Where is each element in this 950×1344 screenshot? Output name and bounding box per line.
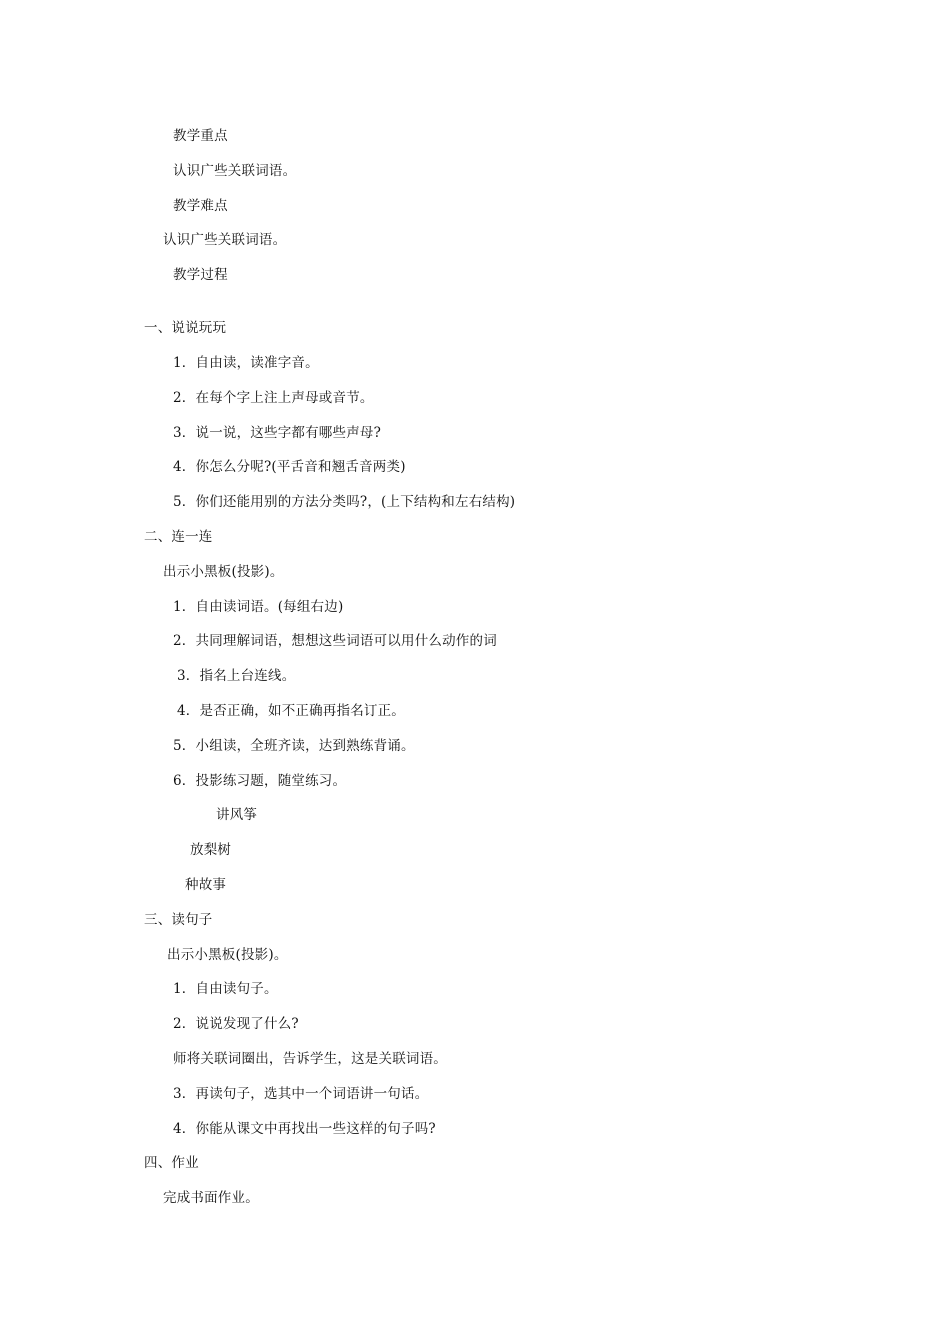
section2-word: 放梨树 <box>190 842 232 858</box>
difficulty-heading: 教学难点 <box>173 198 228 214</box>
section2-item: 6．投影练习题，随堂练习。 <box>173 773 347 789</box>
section2-word: 种故事 <box>185 877 227 893</box>
section2-item: 5．小组读，全班齐读，达到熟练背诵。 <box>173 738 415 754</box>
section1-item: 3．说一说，这些字都有哪些声母? <box>173 425 382 441</box>
section1-item: 5．你们还能用别的方法分类吗?，(上下结构和左右结构) <box>173 494 516 510</box>
key-point-text: 认识广些关联词语。 <box>173 163 297 179</box>
section2-item: 4．是否正确，如不正确再指名订正。 <box>177 703 405 719</box>
section3-item: 2．说说发现了什么? <box>173 1016 299 1032</box>
section3-note: 师将关联词圈出，告诉学生，这是关联词语。 <box>173 1051 447 1067</box>
section2-item: 2．共同理解词语，想想这些词语可以用什么动作的词 <box>173 633 497 649</box>
section1-item: 2．在每个字上注上声母或音节。 <box>173 390 374 406</box>
section1-item: 4．你怎么分呢?(平舌音和翘舌音两类) <box>173 459 406 475</box>
section4-text: 完成书面作业。 <box>163 1190 259 1206</box>
section2-intro: 出示小黑板(投影)。 <box>163 564 284 580</box>
section3-item: 1．自由读句子。 <box>173 981 278 997</box>
section1-item: 1．自由读，读准字音。 <box>173 355 319 371</box>
section3-item: 4．你能从课文中再找出一些这样的句子吗? <box>173 1121 436 1137</box>
section2-item: 3．指名上台连线。 <box>177 668 296 684</box>
difficulty-text: 认识广些关联词语。 <box>163 232 287 248</box>
section2-word: 讲风筝 <box>216 807 258 823</box>
key-point-heading: 教学重点 <box>173 128 228 144</box>
section3-item: 3．再读句子，选其中一个词语讲一句话。 <box>173 1086 429 1102</box>
section1-title: 一、说说玩玩 <box>144 320 227 336</box>
section2-item: 1．自由读词语。(每组右边) <box>173 599 344 615</box>
section3-title: 三、读句子 <box>144 912 213 928</box>
process-heading: 教学过程 <box>173 267 228 283</box>
section2-title: 二、连一连 <box>144 529 213 545</box>
section3-intro: 出示小黑板(投影)。 <box>167 947 288 963</box>
section4-title: 四、作业 <box>144 1155 199 1171</box>
